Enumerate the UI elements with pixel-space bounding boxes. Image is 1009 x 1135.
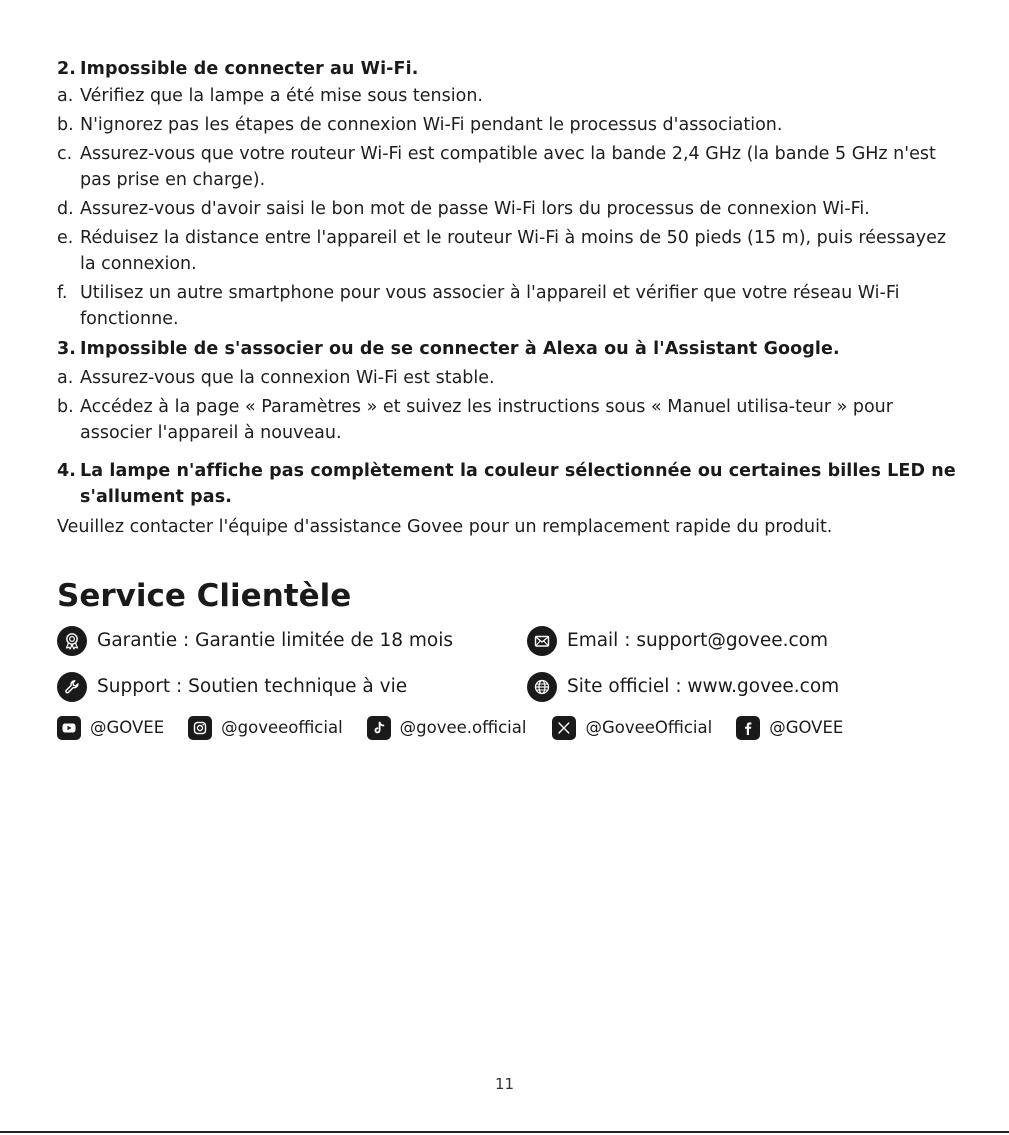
- support-text: Support : Soutien technique à vie: [97, 676, 408, 697]
- social-instagram[interactable]: [188, 716, 343, 740]
- item-text: Utilisez un autre smartphone pour vous associer à l'appareil et vérifier que votre réseau Wi-Fi fonctionne.: [80, 283, 900, 329]
- envelope-icon: [527, 626, 557, 656]
- section-title-text: Impossible de s'associer ou de se connecter à Alexa ou à l'Assistant Google.: [80, 339, 840, 359]
- section-title-text: La lampe n'affiche pas complètement la couleur sélectionnée ou certaines billes LED ne s'allument pas.: [80, 461, 956, 507]
- list-item: [57, 196, 957, 222]
- instagram-icon: [188, 716, 212, 740]
- globe-icon: [527, 672, 557, 702]
- bottom-rule: [0, 1131, 1009, 1133]
- item-letter: e.: [57, 228, 74, 248]
- section-2-list: [57, 83, 957, 332]
- service-info-grid: [57, 626, 957, 702]
- item-text: Vérifiez que la lampe a été mise sous tension.: [80, 86, 483, 106]
- youtube-icon: [57, 716, 81, 740]
- list-item: [57, 280, 957, 332]
- item-letter: b.: [57, 115, 74, 135]
- service-title: Service Clientèle: [57, 578, 352, 614]
- item-text: Assurez-vous d'avoir saisi le bon mot de passe Wi-Fi lors du processus de connexion Wi-Fi.: [80, 199, 870, 219]
- section-4-title: [57, 458, 957, 510]
- item-text: Réduisez la distance entre l'appareil et le routeur Wi-Fi à moins de 50 pieds (15 m), puis réessayez la connexion.: [80, 228, 947, 274]
- warranty-text: Garantie : Garantie limitée de 18 mois: [97, 630, 453, 651]
- section-3-title: [57, 336, 957, 362]
- section-2-title: [57, 56, 957, 82]
- warranty-badge-icon: [57, 626, 87, 656]
- item-text: N'ignorez pas les étapes de connexion Wi-Fi pendant le processus d'association.: [80, 115, 783, 135]
- section-number: 4.: [57, 461, 77, 481]
- item-letter: d.: [57, 199, 74, 219]
- list-item: [57, 112, 957, 138]
- list-item: [57, 225, 957, 277]
- content: [57, 56, 957, 740]
- wrench-icon: [57, 672, 87, 702]
- social-facebook[interactable]: [736, 716, 843, 740]
- instagram-handle[interactable]: @goveeofficial: [221, 718, 343, 737]
- list-item: [57, 394, 957, 446]
- item-letter: b.: [57, 397, 74, 417]
- section-number: 2.: [57, 59, 77, 79]
- website-info[interactable]: [527, 672, 957, 702]
- tiktok-icon: [367, 716, 391, 740]
- item-letter: c.: [57, 144, 73, 164]
- list-item: [57, 141, 957, 193]
- facebook-icon: [736, 716, 760, 740]
- warranty-info: [57, 626, 527, 656]
- item-text: Assurez-vous que la connexion Wi-Fi est stable.: [80, 368, 495, 388]
- social-youtube[interactable]: [57, 716, 164, 740]
- email-text[interactable]: Email : support@govee.com: [567, 630, 829, 651]
- social-links: [57, 716, 957, 740]
- item-letter: f.: [57, 283, 68, 303]
- section-3-list: [57, 365, 957, 446]
- social-tiktok[interactable]: [367, 716, 527, 740]
- email-info[interactable]: [527, 626, 957, 656]
- youtube-handle[interactable]: @GOVEE: [90, 718, 165, 737]
- item-letter: a.: [57, 368, 74, 388]
- tiktok-handle[interactable]: @govee.official: [399, 718, 527, 737]
- social-x[interactable]: [552, 716, 712, 740]
- section-title-text: Impossible de connecter au Wi-Fi.: [80, 59, 419, 79]
- item-letter: a.: [57, 86, 74, 106]
- support-info: [57, 672, 527, 702]
- x-handle[interactable]: @GoveeOfficial: [585, 718, 713, 737]
- page-number: 11: [494, 1075, 515, 1093]
- section-4-text: Veuillez contacter l'équipe d'assistance Govee pour un remplacement rapide du produit.: [57, 517, 833, 537]
- website-text[interactable]: Site officiel : www.govee.com: [567, 676, 840, 697]
- list-item: [57, 365, 957, 391]
- item-text: Assurez-vous que votre routeur Wi-Fi est compatible avec la bande 2,4 GHz (la bande 5 GHz n'est pas prise en charge).: [80, 144, 936, 190]
- x-twitter-icon: [552, 716, 576, 740]
- list-item: [57, 83, 957, 109]
- item-text: Accédez à la page « Paramètres » et suivez les instructions sous « Manuel utilisa-teur » pour associer l'appareil à nouveau.: [80, 397, 893, 443]
- facebook-handle[interactable]: @GOVEE: [769, 718, 844, 737]
- section-number: 3.: [57, 339, 77, 359]
